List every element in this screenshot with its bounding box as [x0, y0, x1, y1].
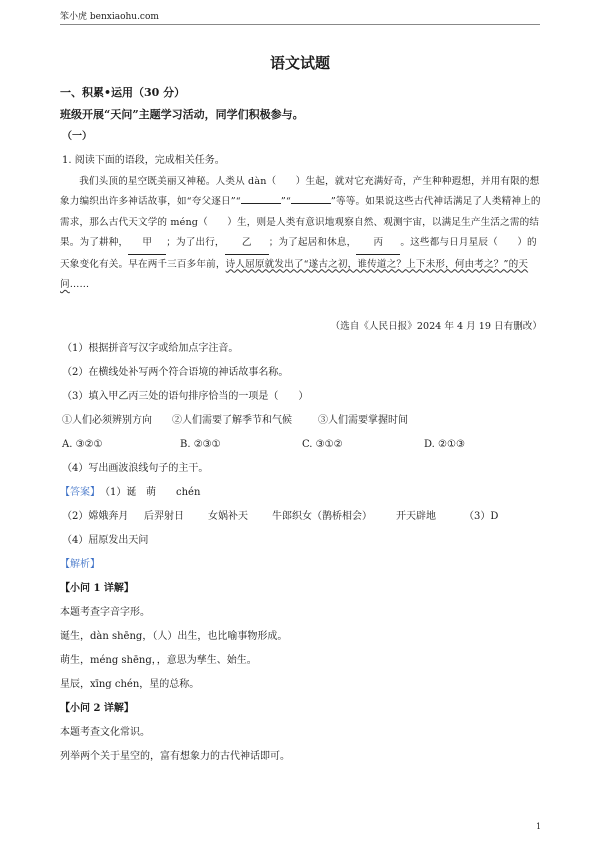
blank-myth-1[interactable]	[241, 203, 281, 204]
passage-text: ……	[69, 279, 90, 291]
analysis-line: 本题考查字音字形。	[60, 607, 150, 618]
answer-2-myth-4: 牛郎织女（鹊桥相会）	[272, 511, 372, 522]
analysis-line: 诞生，dàn shēng，（人）出生，也比喻事物形成。	[60, 631, 288, 642]
sentence-option-2: ②人们需要了解季节和气候	[172, 415, 292, 426]
sentence-option-1: ①人们必须辨别方向	[62, 415, 152, 426]
analysis-line: 萌生，méng shēng，，意思为孳生、始生。	[60, 655, 257, 666]
subquestion-2-heading: 【小问 2 详解】	[60, 703, 134, 714]
task-2: （2）在横线处补写两个符合语境的神话故事名称。	[62, 367, 289, 378]
subquestion-1-heading: 【小问 1 详解】	[60, 583, 134, 594]
passage-text: ；为了起居和休息，	[268, 237, 357, 249]
blank-myth-2[interactable]	[291, 203, 331, 204]
question-stem: 1. 阅读下面的语段，完成相关任务。	[62, 155, 225, 166]
reading-passage	[60, 172, 544, 295]
choice-c[interactable]: C. ③①②	[302, 439, 343, 450]
analysis-line: 本题考查文化常识。	[60, 727, 150, 738]
answer-1-char-3: chén	[176, 487, 201, 498]
answer-1-char-1: （1）诞	[100, 487, 137, 498]
answer-2-myth-3: 女娲补天	[208, 511, 248, 522]
page-number: 1	[536, 822, 542, 831]
passage-text: 。这些都与日月星辰（ ）的天象变化有关。早在两千三百多年前，	[60, 237, 537, 270]
answer-label: 【答案】	[60, 487, 100, 498]
choice-a[interactable]: A. ③②①	[62, 439, 103, 450]
passage-text: ”“	[280, 196, 291, 208]
answer-3: （3）D	[464, 511, 499, 522]
header-site: 笨小虎 benxiaohu.com	[60, 12, 159, 22]
header-divider	[60, 24, 540, 25]
section-heading: 一、积累•运用（30 分）	[60, 86, 186, 99]
analysis-line: 星辰，xīng chén，星的总称。	[60, 679, 200, 690]
passage-text: ”等等。如果说这些古代神话满足了人类精神上的需求，那么古代天文学的 méng（ ）生，则是人类有意识地观察自然、观测宇宙，以满足生产生活之需的结果。为了耕种，	[60, 196, 541, 249]
answer-2-myth-1: （2）嫦娥奔月	[62, 511, 129, 522]
task-3: （3）填入甲乙丙三处的语句排序恰当的一项是（ ）	[62, 391, 309, 402]
task-1: （1）根据拼音写汉字或给加点字注音。	[62, 343, 239, 354]
blank-yi[interactable]: 乙	[225, 233, 269, 254]
passage-text: 我们头顶的星空既美丽又神秘。人类从 dàn（ ）生起，就对它充满好奇，产生种种遐想，并用有限的想象力编织出许多神话故事，如“夸父逐日”“	[60, 176, 540, 208]
task-4: （4）写出画波浪线句子的主干。	[62, 463, 209, 474]
source-citation: （选自《人民日报》2024 年 4 月 19 日有删改）	[330, 321, 542, 332]
wavy-underlined-sentence: 诗人屈原就发出了“遂古之初，谁传道之？上下未形，何由考之？”的天问	[60, 258, 529, 291]
answer-1-char-2: 萌	[146, 487, 156, 498]
answer-2-myth-5: 开天辟地	[396, 511, 436, 522]
analysis-line: 列举两个关于星空的，富有想象力的古代神话即可。	[60, 751, 290, 762]
blank-jia[interactable]: 甲	[128, 233, 166, 254]
sentence-option-3: ③人们需要掌握时间	[318, 415, 408, 426]
choice-d[interactable]: D. ②①③	[424, 439, 465, 450]
page-title: 语文试题	[269, 54, 330, 72]
activity-intro: 班级开展“天问”主题学习活动，同学们积极参与。	[60, 108, 304, 121]
passage-text: ；为了出行，	[166, 237, 225, 249]
part-label: （一）	[62, 131, 92, 142]
analysis-label: 【解析】	[60, 559, 100, 570]
blank-bing[interactable]: 丙	[356, 233, 400, 254]
choice-b[interactable]: B. ②③①	[180, 439, 221, 450]
answer-2-myth-2: 后羿射日	[144, 511, 184, 522]
answer-4: （4）屈原发出天问	[62, 535, 149, 546]
